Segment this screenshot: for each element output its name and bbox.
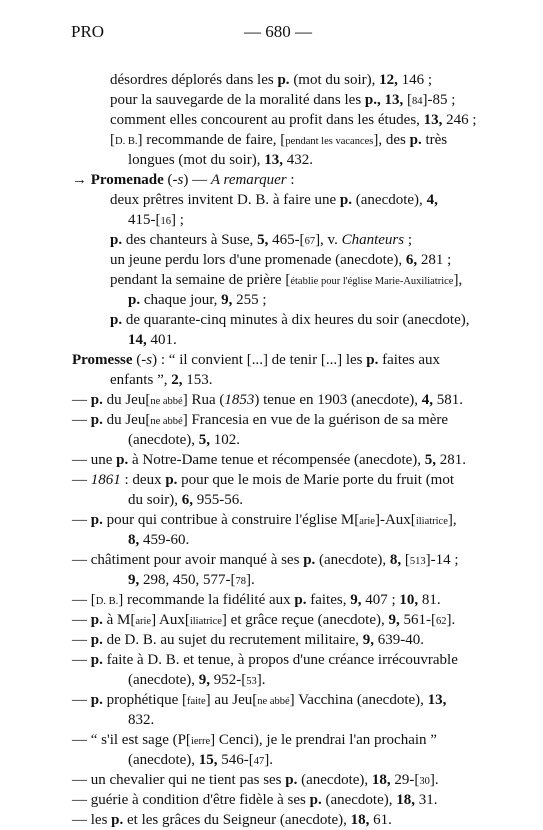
section-heading: PRO xyxy=(71,22,105,41)
index-line xyxy=(72,390,463,412)
text-run: (anecdote), xyxy=(321,792,397,808)
text-run: (anecdote), xyxy=(128,672,199,688)
bold-text: 15, xyxy=(198,752,218,768)
text-run: 102. xyxy=(210,432,241,448)
small-caps-text: 30 xyxy=(419,776,430,787)
bold-text: 8, xyxy=(389,552,402,568)
text-run: — un chevalier qui ne tient pas ses xyxy=(72,772,286,788)
text-run: ] recommande de faire, [ xyxy=(137,132,286,148)
bold-text: p. xyxy=(339,192,353,208)
text-run: du soir), xyxy=(128,492,182,508)
bold-text: p., xyxy=(364,92,381,108)
bold-text: 18, xyxy=(371,772,391,788)
small-caps-text: ne abbé xyxy=(150,396,183,407)
text-run: de D. B. au sujet du recrutement militaire, xyxy=(102,632,363,648)
text-run: un jeune perdu lors d'une promenade (anecdote), xyxy=(110,252,406,268)
text-run: ], v. xyxy=(315,232,342,248)
small-caps-text: ne abbé xyxy=(257,696,290,707)
bold-text: p. xyxy=(110,312,123,328)
text-run: [ xyxy=(110,132,115,148)
italic-text: -s xyxy=(141,352,153,368)
small-caps-text: faite xyxy=(186,696,206,707)
text-run: longues (mot du soir), xyxy=(128,152,265,168)
text-run: 459-60. xyxy=(139,532,190,548)
bold-text: 13, xyxy=(423,112,443,128)
text-run: [ xyxy=(403,92,412,108)
italic-text: 1861 xyxy=(90,472,121,488)
small-caps-text: 84 xyxy=(412,96,423,107)
text-run: du Jeu[ xyxy=(102,412,151,428)
bold-text: p. xyxy=(90,392,103,408)
index-line xyxy=(72,410,448,432)
bold-text: p. xyxy=(128,292,141,308)
bold-text: 13, xyxy=(427,692,447,708)
bold-text: 13, xyxy=(384,92,404,108)
text-run: — guérie à condition d'être fidèle à ses xyxy=(72,792,310,808)
index-line xyxy=(72,630,424,650)
italic-text: 1853 xyxy=(224,392,255,408)
text-run: ) — xyxy=(183,172,211,188)
text-run: ) tenue en 1903 (anecdote), xyxy=(254,392,422,408)
italic-text: -s xyxy=(172,172,184,188)
bold-text: p. xyxy=(409,132,422,148)
index-line xyxy=(110,370,212,390)
bold-text: p. xyxy=(90,692,103,708)
text-run: 61. xyxy=(369,812,392,828)
small-caps-text: arie xyxy=(135,616,152,627)
bold-text: 9, xyxy=(350,592,362,608)
small-caps-text: iliatrice xyxy=(189,616,222,627)
text-run: : xyxy=(286,172,295,188)
bold-text: p. xyxy=(90,412,103,428)
text-run: 153. xyxy=(182,372,213,388)
text-run: ] au Jeu[ xyxy=(205,692,258,708)
text-run: — xyxy=(72,472,91,488)
index-line xyxy=(110,230,412,252)
text-run: — châtiment pour avoir manqué à ses xyxy=(72,552,304,568)
small-caps-text: arie xyxy=(359,516,375,527)
text-run: ]. xyxy=(264,752,274,768)
text-run: 581. xyxy=(433,392,464,408)
index-line xyxy=(72,650,458,670)
text-run: — xyxy=(72,412,91,428)
text-run: ] recommande la fidélité aux xyxy=(118,592,295,608)
text-run: ]. xyxy=(429,772,439,788)
index-line xyxy=(110,250,451,270)
bold-text: p. xyxy=(303,552,316,568)
text-run: du Jeu[ xyxy=(102,392,151,408)
small-caps-text: 53 xyxy=(246,676,257,687)
text-run: ) : “ il convient [...] de tenir [...] les xyxy=(152,352,367,368)
text-run: ( xyxy=(132,352,142,368)
text-run: 29-[ xyxy=(390,772,420,788)
index-line xyxy=(128,670,266,692)
text-run: — xyxy=(72,692,91,708)
small-caps-text: D. B. xyxy=(115,136,138,147)
index-line xyxy=(72,590,441,612)
text-run: ] Vacchina (anecdote), xyxy=(289,692,428,708)
text-run: pour que le mois de Marie porte du fruit (mot xyxy=(177,472,455,488)
bold-text: 4, xyxy=(421,392,434,408)
bold-text: 4, xyxy=(426,192,438,208)
index-line xyxy=(72,510,457,532)
text-run: faites, xyxy=(306,592,351,608)
text-run: — une xyxy=(72,452,117,468)
index-line xyxy=(72,550,459,572)
bold-text: Promesse xyxy=(72,352,133,368)
text-run: (anecdote), xyxy=(297,772,372,788)
index-line xyxy=(128,710,154,730)
small-caps-text: 62 xyxy=(435,616,447,627)
text-run: 298, 450, 577-[ xyxy=(139,572,236,588)
text-run: ] ; xyxy=(171,212,184,228)
text-run: ] Rua ( xyxy=(182,392,225,408)
small-caps-text: pendant les vacances xyxy=(285,136,374,147)
text-run: ] Aux[ xyxy=(151,612,190,628)
bold-text: 8, xyxy=(128,532,140,548)
text-run: 81. xyxy=(418,592,441,608)
text-run: ] Francesia en vue de la guérison de sa mère xyxy=(182,412,449,428)
text-run: à Notre-Dame tenue et récompensée (anecdote), xyxy=(128,452,425,468)
text-run: ; xyxy=(404,232,413,248)
index-line xyxy=(128,150,313,170)
bold-text: 12, xyxy=(379,72,398,88)
index-line xyxy=(72,790,438,810)
small-caps-text: 513 xyxy=(409,556,426,567)
text-run: 952-[ xyxy=(210,672,247,688)
text-run: ] et grâce reçue (anecdote), xyxy=(221,612,389,628)
index-line xyxy=(128,490,243,510)
text-run: 146 ; xyxy=(397,72,433,88)
text-run: prophétique [ xyxy=(102,692,187,708)
text-run: 832. xyxy=(128,712,155,728)
bold-text: p. xyxy=(294,592,307,608)
text-run: des chanteurs à Suse, xyxy=(122,232,258,248)
text-run: faite à D. B. et tenue, à propos d'une créance irrécouvrable xyxy=(102,652,458,668)
bold-text: 6, xyxy=(181,492,193,508)
bold-text: 9, xyxy=(221,292,233,308)
text-run: 407 ; xyxy=(361,592,400,608)
page-number: — 680 — xyxy=(244,22,312,41)
text-run: ] Cenci), je le prendrai l'an prochain ” xyxy=(210,732,437,748)
text-run: ]-Aux[ xyxy=(374,512,416,528)
text-run: faites aux xyxy=(378,352,440,368)
text-run: (anecdote), xyxy=(315,552,390,568)
text-run: (anecdote), xyxy=(352,192,427,208)
bold-text: 5, xyxy=(198,432,211,448)
text-run: très xyxy=(421,132,448,148)
index-heading-promesse xyxy=(72,350,440,370)
italic-text: A remarquer xyxy=(210,172,287,188)
index-line xyxy=(110,110,477,130)
text-run: ]. xyxy=(256,672,266,688)
bold-text: p. xyxy=(90,652,103,668)
text-run: [ xyxy=(401,552,410,568)
text-run: — xyxy=(72,512,91,528)
text-run: ]-14 ; xyxy=(425,552,459,568)
bold-text: p. xyxy=(111,812,124,828)
bold-text: 13, xyxy=(264,152,283,168)
text-run: 31. xyxy=(415,792,438,808)
page-header xyxy=(0,22,543,46)
text-run: ], xyxy=(453,272,463,288)
text-run: 639-40. xyxy=(374,632,425,648)
index-line xyxy=(110,130,447,152)
bold-text: 6, xyxy=(405,252,418,268)
bold-text: 9, xyxy=(128,572,140,588)
index-line xyxy=(72,450,466,470)
bold-text: 14, xyxy=(128,332,147,348)
bold-text: 2, xyxy=(171,372,183,388)
text-run: — xyxy=(72,392,91,408)
text-run: (anecdote), xyxy=(128,752,199,768)
index-line xyxy=(110,190,438,210)
text-run: pour la sauvegarde de la moralité dans les xyxy=(110,92,365,108)
text-run: chaque jour, xyxy=(140,292,222,308)
index-line xyxy=(72,770,439,792)
index-line xyxy=(72,610,455,632)
text-run: désordres déplorés dans les xyxy=(110,72,278,88)
bold-text: 18, xyxy=(396,792,416,808)
bold-text: p. xyxy=(366,352,379,368)
text-run: — les xyxy=(72,812,112,828)
text-run: 432. xyxy=(283,152,313,168)
text-run: deux prêtres invitent D. B. à faire une xyxy=(110,192,340,208)
small-caps-text: ierre xyxy=(190,736,211,747)
small-caps-text: établie pour l'église Marie-Auxiliatrice xyxy=(290,276,454,287)
text-run: et les grâces du Seigneur (anecdote), xyxy=(123,812,351,828)
bold-text: p. xyxy=(116,452,129,468)
text-run: → xyxy=(72,172,91,188)
text-run: — “ s'il est sage (P[ xyxy=(72,732,191,748)
italic-text: Chanteurs xyxy=(341,232,405,248)
index-line xyxy=(128,290,267,310)
text-run: 415-[ xyxy=(128,212,161,228)
small-caps-text: iliatrice xyxy=(415,516,448,527)
bold-text: p. xyxy=(285,772,298,788)
bold-text: 9, xyxy=(198,672,211,688)
bold-text: p. xyxy=(90,612,103,628)
text-run: ( xyxy=(163,172,173,188)
text-run: — [ xyxy=(72,592,96,608)
text-run: 955-56. xyxy=(193,492,243,508)
text-run: 546-[ xyxy=(217,752,254,768)
index-line xyxy=(128,430,240,450)
text-run: 281. xyxy=(436,452,467,468)
text-run: à M[ xyxy=(102,612,136,628)
index-line xyxy=(128,750,273,772)
text-run: de quarante-cinq minutes à dix heures du soir (anecdote), xyxy=(122,312,470,328)
text-run: (mot du soir), xyxy=(289,72,380,88)
bold-text: 10, xyxy=(399,592,419,608)
index-line xyxy=(110,270,462,292)
text-run: 246 ; xyxy=(442,112,477,128)
bold-text: 18, xyxy=(350,812,370,828)
index-line xyxy=(128,210,184,232)
text-run: 561-[ xyxy=(399,612,436,628)
text-run: (anecdote), xyxy=(128,432,199,448)
small-caps-text: 67 xyxy=(304,236,316,247)
text-run: : deux xyxy=(120,472,166,488)
text-run: ], xyxy=(447,512,457,528)
index-line xyxy=(128,330,177,350)
text-run: — xyxy=(72,612,91,628)
text-run: 401. xyxy=(146,332,177,348)
text-run: 281 ; xyxy=(417,252,452,268)
text-run: 255 ; xyxy=(232,292,267,308)
small-caps-text: D. B. xyxy=(95,596,119,607)
index-line xyxy=(110,70,432,90)
bold-text: 9, xyxy=(388,612,400,628)
index-line xyxy=(72,690,446,712)
text-run: — xyxy=(72,632,91,648)
index-line xyxy=(110,90,455,112)
text-run: pour qui contribue à construire l'église M[ xyxy=(102,512,360,528)
index-line xyxy=(72,730,437,752)
text-run: ], des xyxy=(373,132,410,148)
bold-text: 5, xyxy=(424,452,437,468)
index-heading-promenade xyxy=(72,170,295,190)
index-line xyxy=(72,470,454,490)
bold-text: 9, xyxy=(362,632,375,648)
bold-text: p. xyxy=(277,72,290,88)
small-caps-text: 78 xyxy=(235,576,246,587)
bold-text: 5, xyxy=(257,232,269,248)
index-line xyxy=(128,570,255,592)
small-caps-text: 16 xyxy=(160,216,171,227)
bold-text: p. xyxy=(309,792,322,808)
bold-text: p. xyxy=(165,472,178,488)
text-run: — xyxy=(72,652,91,668)
index-line xyxy=(72,810,392,830)
index-line xyxy=(128,530,189,550)
text-run: comment elles concourent au profit dans les études, xyxy=(110,112,424,128)
text-run: pendant la semaine de prière [ xyxy=(110,272,291,288)
text-run: 465-[ xyxy=(268,232,305,248)
bold-text: p. xyxy=(90,512,103,528)
text-run: ]-85 ; xyxy=(422,92,456,108)
text-run: ]. xyxy=(446,612,456,628)
text-run: ]. xyxy=(246,572,255,588)
small-caps-text: ne abbé xyxy=(150,416,183,427)
bold-text: p. xyxy=(90,632,103,648)
text-run: enfants ”, xyxy=(110,372,172,388)
bold-text: Promenade xyxy=(90,172,164,188)
index-line xyxy=(110,310,469,330)
bold-text: p. xyxy=(110,232,123,248)
small-caps-text: 47 xyxy=(253,756,265,767)
